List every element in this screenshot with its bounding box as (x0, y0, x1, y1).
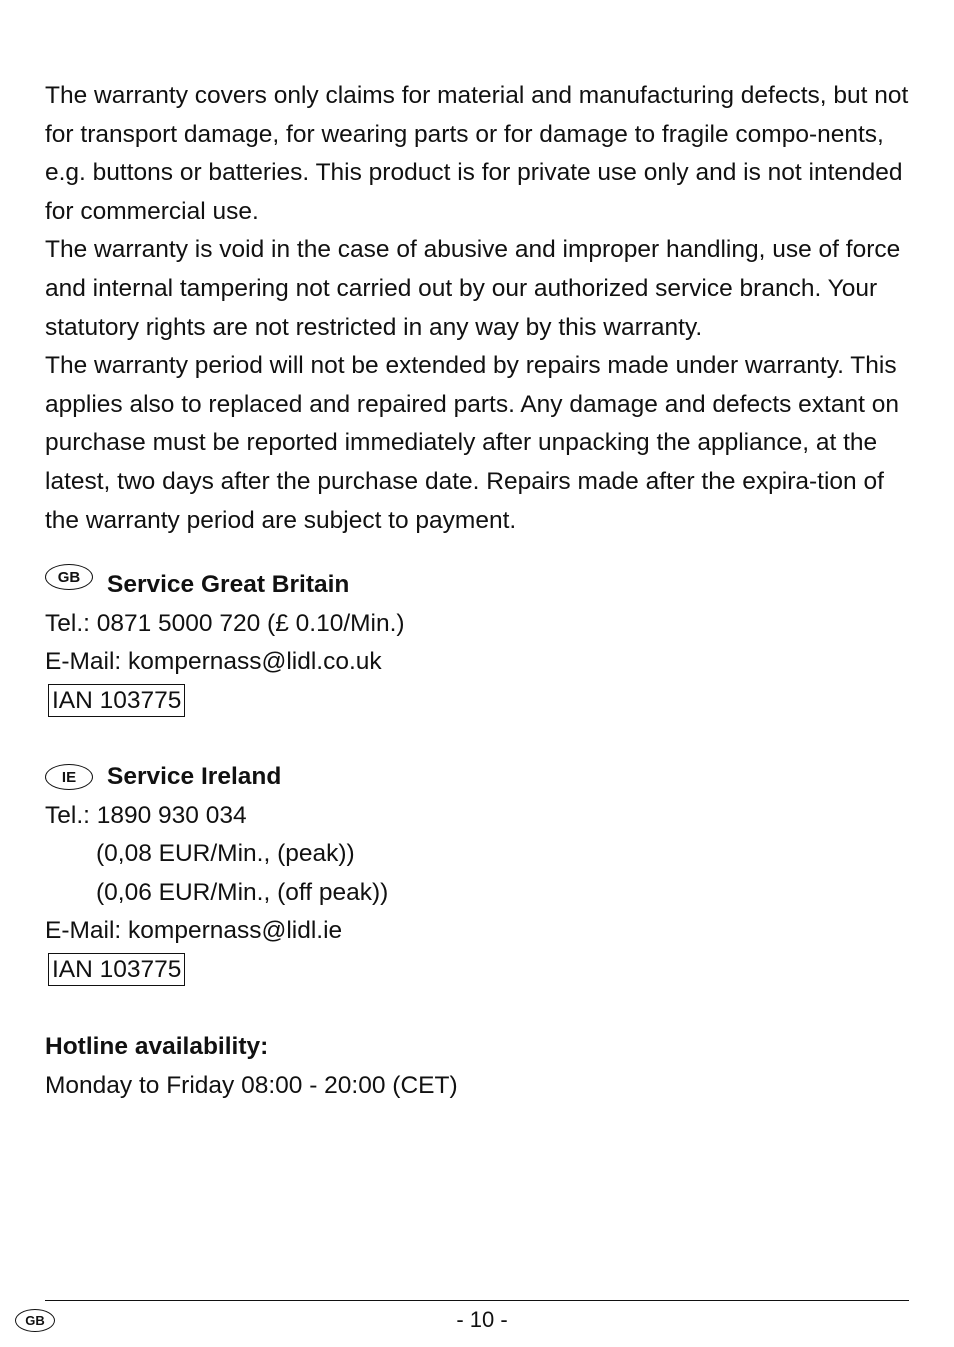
hotline-section (45, 1028, 905, 1105)
hotline-hours: Monday to Friday 08:00 - 20:00 (CET) (45, 1071, 458, 1099)
service-ie-rate-peak: (0,08 EUR/Min., (peak)) (96, 840, 355, 868)
service-gb-ian: IAN 103775 (48, 684, 185, 717)
ie-country-badge-icon: IE (45, 764, 93, 790)
service-gb-heading (45, 566, 905, 605)
footer-divider (45, 1300, 909, 1301)
service-gb-tel: Tel.: 0871 5000 720 (£ 0.10/Min.) (45, 609, 405, 637)
gb-footer-badge-icon: GB (15, 1309, 55, 1332)
warranty-paragraph: The warranty is void in the case of abusive and improper handling, use of force and internal tampering not carried out by our authorized service branch. Your statutory rights are not restricted in any way by this warranty. (45, 236, 901, 341)
service-ie-heading (45, 758, 905, 797)
service-great-britain (45, 566, 905, 720)
service-ie-email: E-Mail: kompernass@lidl.ie (45, 917, 343, 945)
hotline-title: Hotline availability: (45, 1033, 269, 1060)
service-ie-title: Service Ireland (107, 763, 282, 790)
warranty-paragraph: The warranty period will not be extended by repairs made under warranty. This applies also to replaced and repaired parts. Any damage and defects extant on purchase must be reported immediately after unpacking the appliance, at the latest, two days after the purchase date. Repairs made after the expira-tion of the warranty period are subject to payment. (45, 352, 899, 534)
service-ireland (45, 758, 905, 990)
warranty-text (45, 77, 917, 540)
service-gb-title: Service Great Britain (107, 571, 350, 598)
service-gb-email: E-Mail: kompernass@lidl.co.uk (45, 648, 382, 676)
page-number: - 10 - (456, 1307, 508, 1332)
service-ie-tel: Tel.: 1890 930 034 (45, 801, 247, 829)
service-ie-ian: IAN 103775 (48, 953, 185, 986)
gb-country-badge-icon: GB (45, 564, 93, 590)
warranty-paragraph: The warranty covers only claims for material and manufacturing defects, but not for transport damage, for wearing parts or for damage to fragile compo-nents, e.g. buttons or batteries. This product is for private use only and is not intended for commercial use. (45, 82, 909, 225)
service-ie-rate-offpeak: (0,06 EUR/Min., (off peak)) (96, 878, 389, 906)
